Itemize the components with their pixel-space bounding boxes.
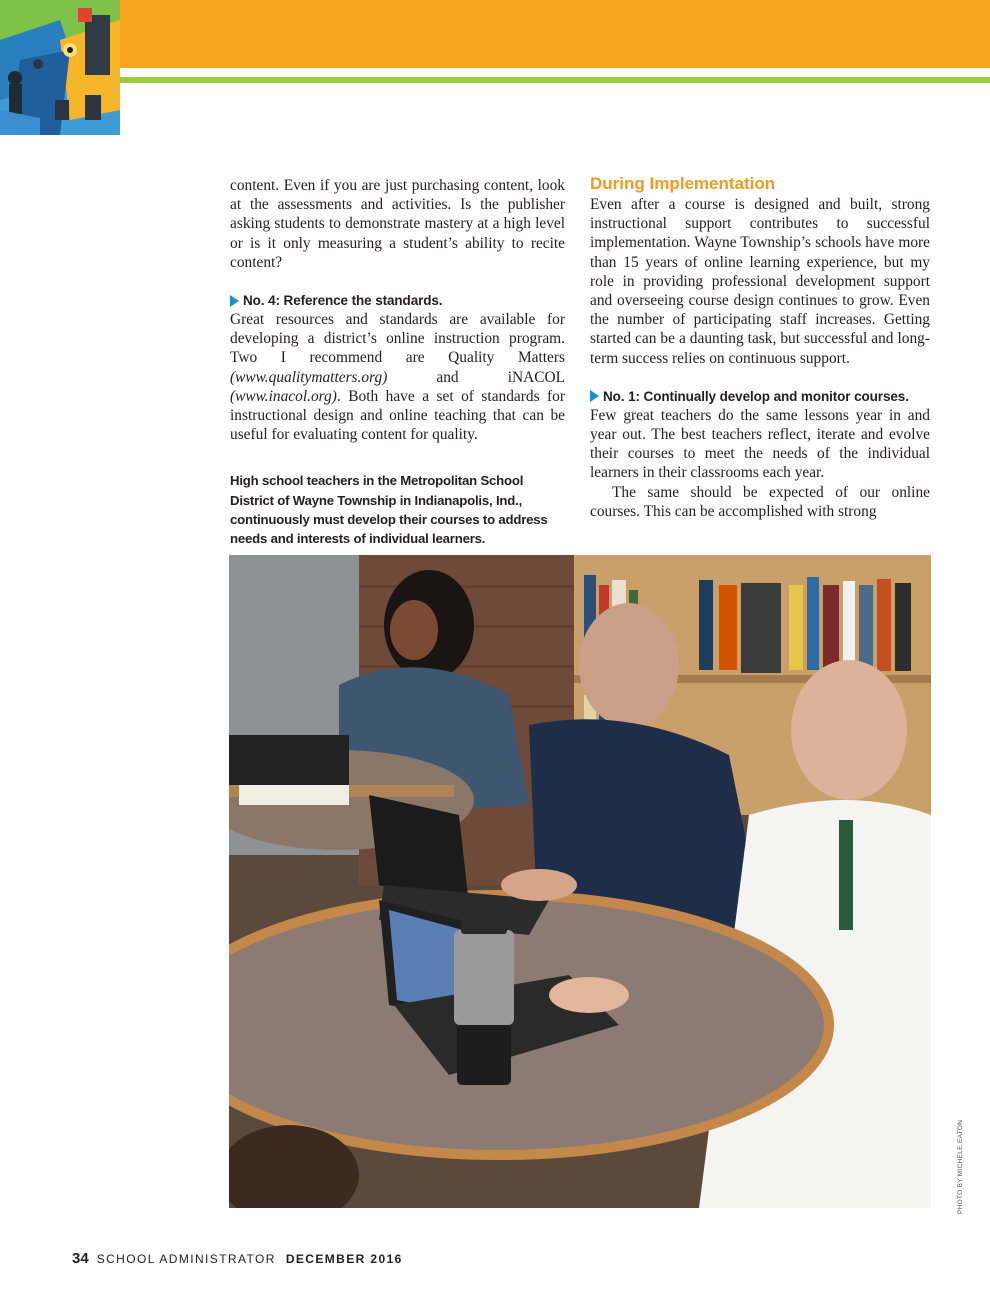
right-subhead-text: No. 1: Continually develop and monitor courses. — [603, 388, 909, 404]
header-bar — [120, 0, 990, 68]
triangle-bullet-icon — [590, 390, 599, 402]
photo-caption: High school teachers in the Metropolitan School District of Wayne Township in Indianapolis, Ind., continuously must develop their courses to address needs and interests of individual learners. — [230, 473, 548, 547]
quality-matters-link[interactable]: (www.qualitymatters.org) — [230, 368, 388, 386]
publication-name: SCHOOL ADMINISTRATOR — [96, 1252, 276, 1266]
issue-date: DECEMBER 2016 — [285, 1252, 403, 1266]
right-paragraph-1: Even after a course is designed and built, strong instructional support contributes to successful implementation. Wayne Township’s schools have more than 15 years of online learning experience, but my role in providing professional development support and overseeing course design continues to grow. Even the number of participating staff increases. Getting started can be a daunting task, but successful and long-term success relies on continuous support. — [590, 196, 930, 367]
right-paragraph-3: The same should be expected of our online courses. This can be accomplished with strong — [590, 483, 930, 520]
left-paragraph-2 — [230, 310, 565, 444]
corner-illustration — [0, 0, 120, 135]
header-accent-line — [120, 77, 990, 83]
inacol-link[interactable]: (www.inacol.org) — [230, 387, 337, 405]
left-paragraph-1: content. Even if you are just purchasing content, look at the assessments and activities. Is the publisher asking students to demonstrate mastery at a high level or is it only measuring a student’s ability to recite content? — [230, 177, 565, 271]
left-column — [230, 176, 565, 549]
para2-text-b: and iNACOL — [387, 368, 565, 386]
para2-text-a: Great resources and standards are available for developing a district’s online instruction program. Two I recommend are Quality Matters — [230, 311, 565, 367]
right-column — [590, 176, 930, 521]
left-subhead-text: No. 4: Reference the standards. — [243, 293, 443, 309]
page-number: 34 — [72, 1250, 89, 1267]
right-subhead — [590, 387, 930, 406]
classroom-photo — [229, 555, 931, 1208]
photo-credit: PHOTO BY MICHELE EATON — [957, 1119, 964, 1214]
para2-text-c: . Both have a set of standards for instructional design and online teaching that can be useful for evaluating content for quality. — [230, 387, 565, 444]
page-footer — [72, 1250, 403, 1267]
triangle-bullet-icon — [230, 295, 239, 307]
right-paragraph-2: Few great teachers do the same lessons year in and year out. The best teachers reflect, iterate and evolve their courses to meet the needs of the individual learners in their classrooms each year. — [590, 406, 930, 482]
section-heading: During Implementation — [590, 174, 776, 193]
left-subhead — [230, 291, 565, 310]
